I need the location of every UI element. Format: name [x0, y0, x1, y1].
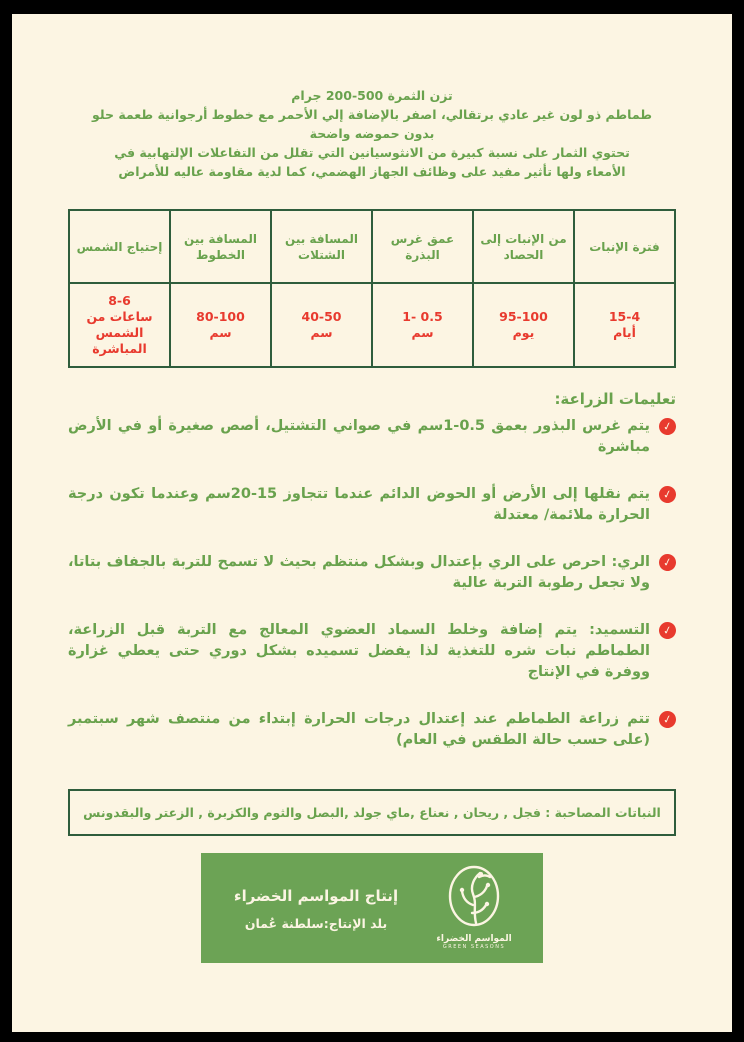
- value-unit: يوم: [512, 325, 535, 340]
- value-unit: سم: [310, 325, 333, 340]
- instruction-text: يتم غرس البذور بعمق 0.5-1سم في صواني التشتيل، أصص صغيرة أو في الأرض مباشرة: [68, 418, 650, 455]
- seed-info-sheet: [12, 14, 732, 1032]
- check-icon: ✓: [657, 552, 677, 572]
- green-seasons-logo-icon: [446, 865, 502, 929]
- instruction-item-sowing: [68, 416, 676, 458]
- instruction-item-irrigation: [68, 552, 676, 594]
- value-unit: سم: [209, 325, 232, 340]
- instruction-item-season: [68, 709, 676, 751]
- instruction-text: التسميد: يتم إضافة وخلط السماد العضوي المعالج مع التربة قبل الزراعة، الطماطم نبات شره للتغذية لذا يفضل تسميده بشكل دوري حتى يعطي غزارة ووفرة في الإنتاج: [68, 622, 650, 680]
- instruction-text: تتم زراعة الطماطم عند إعتدال درجات الحرارة إبتداء من منتصف شهر سبتمبر (على حسب حالة الطقس في العام): [68, 711, 650, 748]
- instruction-item-transplanting: [68, 484, 676, 526]
- value-row-spacing: [170, 283, 271, 367]
- companion-plants-box: النباتات المصاحبة : فجل , ريحان , نعناع ,ماي جولد ,البصل والثوم والكزبرة , الزعتر والبقدونس: [68, 789, 676, 836]
- brand-name: المواسم الخضراء: [436, 934, 512, 944]
- planting-spec-table: [68, 209, 676, 368]
- check-icon: ✓: [657, 416, 677, 436]
- value-number: 40-50: [301, 309, 342, 324]
- header-germination-to-harvest: من الإنبات إلى الحصاد: [473, 210, 574, 283]
- value-unit: ساعات من الشمس المباشرة: [86, 309, 153, 356]
- sheet-content: [12, 14, 732, 963]
- value-number: 1- 0.5: [402, 309, 443, 324]
- instruction-text: الري: احرص على الري بإعتدال وبشكل منتظم بحيث لا تسمح للتربة بالجفاف بتاتا، ولا تجعل رطوبة التربة عالية: [68, 554, 650, 591]
- instruction-text: يتم نقلها إلى الأرض أو الحوض الدائم عندما تتجاوز 15-20سم وعندما تكون درجة الحرارة ملائمة/ معتدلة: [68, 486, 650, 523]
- value-unit: سم: [411, 325, 434, 340]
- header-seed-depth: عمق غرس البذرة: [372, 210, 473, 283]
- brand-subtitle: GREEN SEASONS: [442, 944, 506, 950]
- value-number: 95-100: [499, 309, 548, 324]
- intro-line-weight: تزن الثمرة 500-200 جرام: [291, 88, 453, 103]
- value-sun-need: [69, 283, 170, 367]
- intro-line-taste: بدون حموضه واضحة: [309, 126, 435, 141]
- intro-line-health: الأمعاء ولها تأثير مفيد على وظائف الجهاز الهضمي، كما لدية مقاومة عاليه للأمراض: [118, 164, 626, 179]
- producer-name: إنتاج المواسم الخضراء: [233, 887, 399, 905]
- instructions-title: تعليمات الزراعة:: [554, 390, 676, 408]
- value-number: 8-6: [108, 293, 131, 308]
- production-country: بلد الإنتاج:سلطنة عُمان: [244, 916, 388, 931]
- header-row-spacing: المسافة بين الخطوط: [170, 210, 271, 283]
- table-value-row: [69, 283, 675, 367]
- brand-block: [421, 865, 527, 963]
- intro-line-color: طماطم ذو لون غير عادي برتقالي، اصفر بالإضافة إلي الأحمر مع خطوط أرجوانية طعمة حلو: [92, 107, 652, 122]
- header-germination-period: فترة الإنبات: [574, 210, 675, 283]
- instructions-list: [68, 416, 676, 751]
- value-number: 80-100: [196, 309, 245, 324]
- check-icon: ✓: [657, 620, 677, 640]
- producer-text: [211, 865, 421, 963]
- check-icon: ✓: [657, 709, 677, 729]
- table-header-row: [69, 210, 675, 283]
- value-seed-depth: [372, 283, 473, 367]
- check-icon: ✓: [657, 484, 677, 504]
- intro-line-anthocyanin: تحتوي الثمار على نسبة كبيرة من الانثوسيانين التي تقلل من التفاعلات الإلتهابية في: [114, 145, 630, 160]
- value-germination-period: [574, 283, 675, 367]
- value-seedling-spacing: [271, 283, 372, 367]
- header-seedling-spacing: المسافة بين الشتلات: [271, 210, 372, 283]
- value-number: 15-4: [608, 309, 641, 324]
- value-germination-to-harvest: [473, 283, 574, 367]
- header-sun-need: إحتياج الشمس: [69, 210, 170, 283]
- instruction-item-fertilizing: [68, 620, 676, 683]
- value-unit: أيام: [613, 325, 636, 340]
- producer-card: [201, 853, 543, 963]
- intro-paragraph: [68, 86, 676, 181]
